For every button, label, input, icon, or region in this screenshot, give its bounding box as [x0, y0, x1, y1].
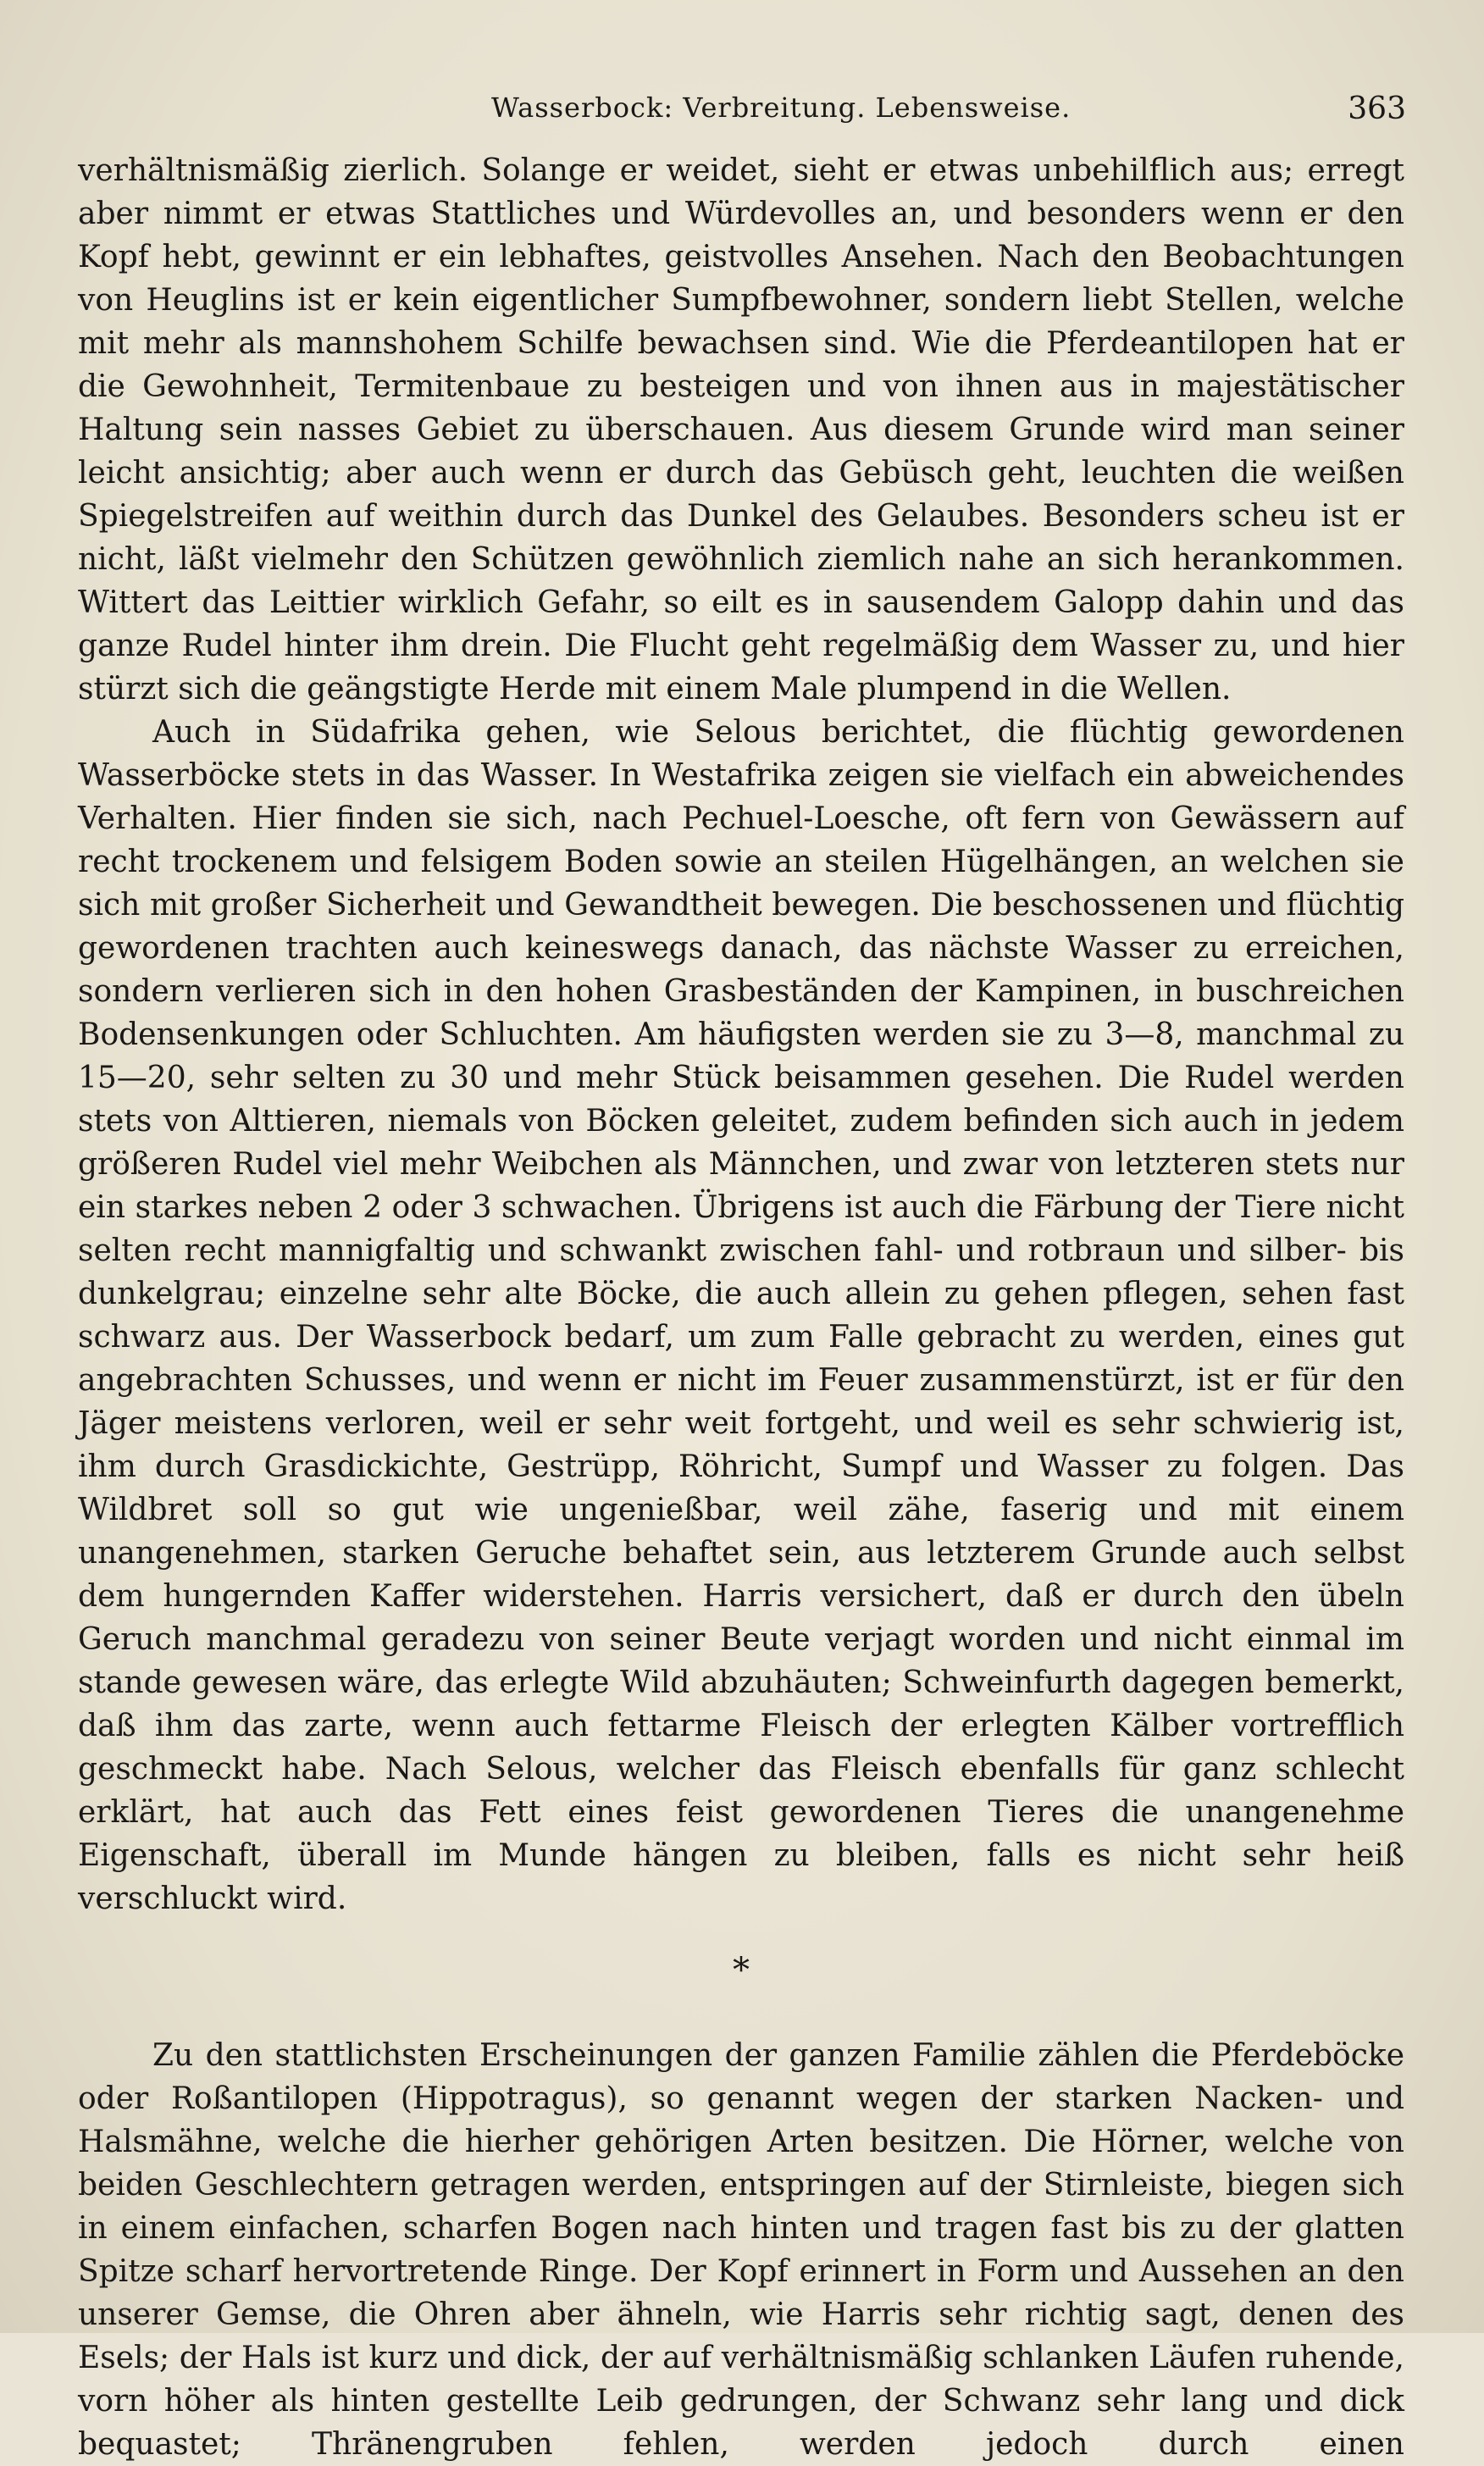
- section-separator: *: [733, 1951, 750, 1990]
- running-head: Wasserbock: Verbreitung. Lebensweise.: [491, 91, 1071, 124]
- paragraph-2: Auch in Südafrika gehen, wie Selous berichtet, die flüchtig gewordenen Wasserböcke stets in das Wasser. In Westafrika zeigen sie vielfach ein abweichendes Verhalten. Hier finden sie sich, nach Pechuel-Loesche, oft fern von Gewässern auf recht trockenem und felsigem Boden sowie an steilen Hügelhängen, an welchen sie sich mit großer Sicherheit und Gewandtheit bewegen. Die beschossenen und flüchtig gewordenen trachten auch keineswegs danach, das nächste Wasser zu erreichen, sondern verlieren sich in den hohen Grasbeständen der Kampinen, in buschreichen Bodensenkungen oder Schluchten. Am häufigsten werden sie zu 3—8, manchmal zu 15—20, sehr selten zu 30 und mehr Stück beisammen gesehen. Die Rudel werden stets von Alttieren, niemals von Böcken geleitet, zudem befinden sich auch in jedem größeren Rudel viel mehr Weibchen als Männchen, und zwar von letzteren stets nur ein starkes neben 2 oder 3 schwachen. Übrigens ist auch die Färbung der Tiere nicht selten recht mannigfaltig und schwankt zwischen fahl- und rotbraun und silber- bis dunkelgrau; einzelne sehr alte Böcke, die auch allein zu gehen pflegen, sehen fast schwarz aus. Der Wasserbock bedarf, um zum Falle gebracht zu werden, eines gut angebrachten Schusses, und wenn er nicht im Feuer zusammenstürzt, ist er für den Jäger meistens verloren, weil er sehr weit fortgeht, und weil es sehr schwierig ist, ihm durch Grasdickichte, Gestrüpp, Röhricht, Sumpf und Wasser zu folgen. Das Wildbret soll so gut wie ungenießbar, weil zähe, faserig und mit einem unangenehmen, starken Geruche behaftet sein, aus letzterem Grunde auch selbst dem hungernden Kaffer widerstehen. Harris versichert, daß er durch den übeln Geruch manchmal geradezu von seiner Beute verjagt worden und nicht einmal im stande gewesen wäre, das erlegte Wild abzuhäuten; Schweinfurth dagegen bemerkt, daß ihm das zarte, wenn auch fettarme Fleisch der erlegten Kälber vortrefflich geschmeckt habe. Nach Selous, welcher das Fleisch ebenfalls für ganz schlecht erklärt, hat auch das Fett eines feist gewordenen Tieres die unangenehme Eigenschaft, überall im Munde hängen zu bleiben, falls es nicht sehr heiß verschluckt wird.: [78, 715, 1404, 1916]
- page-number: 363: [1348, 91, 1406, 126]
- paragraph-1: verhältnismäßig zierlich. Solange er weidet, sieht er etwas unbehilflich aus; erregt aber nimmt er etwas Stattliches und Würdevolles an, und besonders wenn er den Kopf hebt, gewinnt er ein lebhaftes, geistvolles Ansehen. Nach den Beobachtungen von Heuglins ist er kein eigentlicher Sumpfbewohner, sondern liebt Stellen, welche mit mehr als mannshohem Schilfe bewachsen sind. Wie die Pferdeantilopen hat er die Gewohnheit, Termitenbaue zu besteigen und von ihnen aus in majestätischer Haltung sein nasses Gebiet zu überschauen. Aus diesem Grunde wird man seiner leicht ansichtig; aber auch wenn er durch das Gebüsch geht, leuchten die weißen Spiegelstreifen auf weithin durch das Dunkel des Gelaubes. Besonders scheu ist er nicht, läßt vielmehr den Schützen gewöhnlich ziemlich nahe an sich herankommen. Wittert das Leittier wirklich Gefahr, so eilt es in sausendem Galopp dahin und das ganze Rudel hinter ihm drein. Die Flucht geht regelmäßig dem Wasser zu, und hier stürzt sich die geängstigte Herde mit einem Male plumpend in die Wellen.: [78, 153, 1404, 707]
- paragraph-3: Zu den stattlichsten Erscheinungen der ganzen Familie zählen die Pferdeböcke oder Roßantilopen (Hippotragus), so genannt wegen der starken Nacken- und Halsmähne, welche die hierher gehörigen Arten besitzen. Die Hörner, welche von beiden Geschlechtern getragen werden, entspringen auf der Stirnleiste, biegen sich in einem einfachen, scharfen Bogen nach hinten und tragen fast bis zu der glatten Spitze scharf hervortretende Ringe. Der Kopf erinnert in Form und Aussehen an den unserer Gemse, die Ohren aber ähneln, wie Harris sehr richtig sagt, denen des Esels; der Hals ist kurz und dick, der auf verhältnismäßig schlanken Läufen ruhende, vorn höher als hinten gestellte Leib gedrungen, der Schwanz sehr lang und dick bequastet; Thränengruben fehlen, werden jedoch durch einen: [78, 2038, 1404, 2462]
- text-body: [78, 149, 1404, 2466]
- page-header: [161, 91, 1406, 134]
